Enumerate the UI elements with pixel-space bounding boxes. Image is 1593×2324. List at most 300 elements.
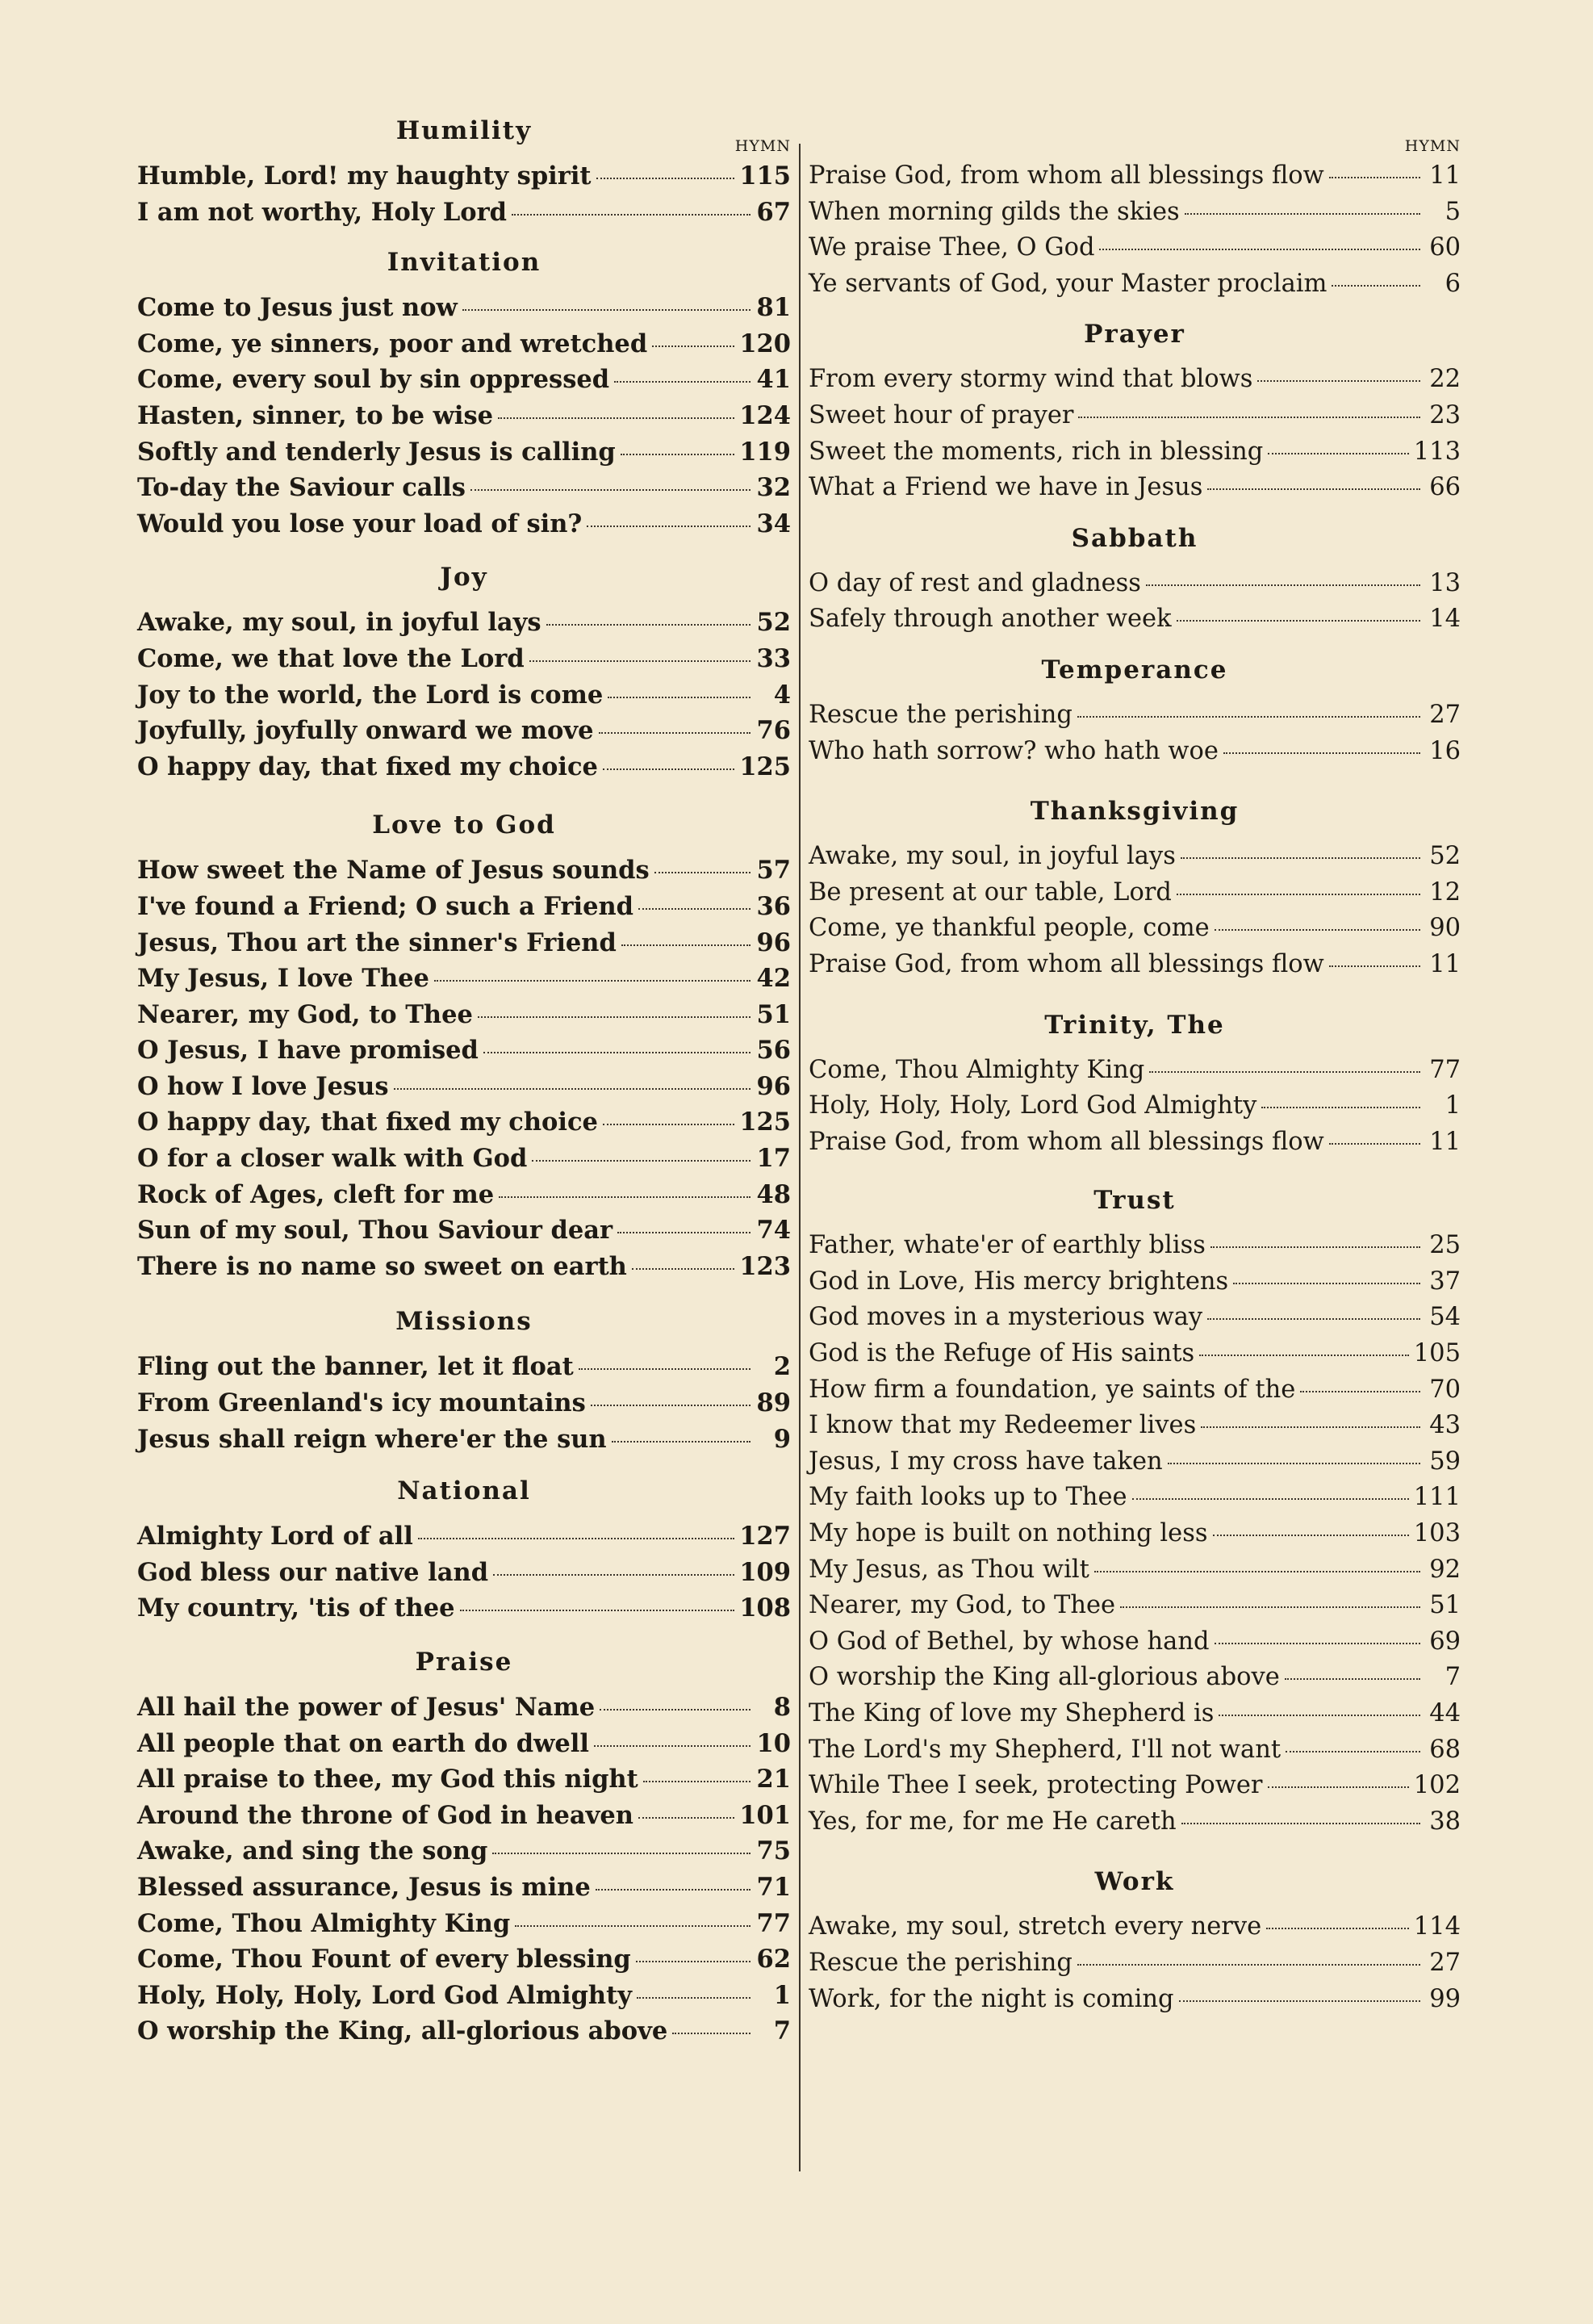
hymn-entry [137,1177,791,1213]
hymn-number: 92 [1429,1555,1461,1584]
hymn-entry [809,566,1461,602]
hymn-number: 57 [756,856,791,886]
hymn-title: My Jesus, I love Thee [137,964,429,994]
hymn-entry [137,362,791,398]
hymn-entry [809,1660,1461,1696]
hymn-entry [137,326,791,362]
hymn-number: 71 [756,1872,791,1902]
hymn-number: 38 [1429,1807,1461,1836]
hymn-number: 11 [1429,161,1461,190]
section-heading: Sabbath [1071,523,1198,553]
hymn-title: Rescue the perishing [809,700,1072,729]
index-section [809,316,1461,505]
leader-dots [1132,1498,1409,1500]
hymn-entry [137,1726,791,1762]
hymn-title: O how I love Jesus [137,1071,389,1101]
hymn-number: 6 [1445,269,1461,298]
hymn-entry [809,158,1461,195]
hymn-entry [137,749,791,785]
hymn-entry [137,1385,791,1422]
hymn-entry [809,1588,1461,1624]
leader-dots [1233,1283,1420,1284]
hymn-entry [809,1552,1461,1589]
hymn-number: 62 [756,1945,791,1974]
hymn-title: Holy, Holy, Holy, Lord God Almighty [137,1980,632,2010]
leader-dots [1219,1715,1420,1716]
hymn-title: O for a closer walk with God [137,1144,528,1174]
hymn-number: 115 [739,161,791,191]
hymn-entry [137,1590,791,1627]
hymn-number: 96 [756,1071,791,1101]
hymn-title: Awake, my soul, stretch every nerve [809,1912,1262,1941]
hymn-number: 34 [756,509,791,538]
hymn-number: 36 [756,891,791,921]
hymn-title: Come to Jesus just now [137,293,458,323]
hymn-entry [137,470,791,506]
hymn-title: From every stormy wind that blows [809,365,1253,394]
leader-dots [462,309,751,311]
hymn-title: The Lord's my Shepherd, I'll not want [809,1735,1282,1764]
hymn-title: Rescue the perishing [809,1948,1072,1977]
section-heading: Praise [415,1648,513,1677]
hymn-title: Work, for the night is coming [809,1984,1174,2013]
hymn-number: 7 [773,2016,791,2046]
leader-dots [1268,453,1408,454]
leader-dots [1177,894,1420,895]
hymn-number: 120 [739,329,791,358]
hymn-number: 32 [756,473,791,503]
hymn-entry [809,434,1461,471]
leader-dots [636,1961,751,1962]
hymn-title: Safely through another week [809,605,1172,634]
section-heading: Trinity, The [1044,1010,1225,1040]
leader-dots [478,1016,751,1018]
hymn-title: I know that my Redeemer lives [809,1411,1197,1440]
section-heading: Missions [395,1307,533,1337]
index-section [809,652,1461,769]
hymn-entry [809,1982,1461,2018]
hymn-entry [137,1069,791,1105]
hymn-title: Praise God, from whom all blessings flow [809,1127,1324,1156]
leader-dots [1201,1426,1420,1428]
hymn-number: 101 [739,1800,791,1830]
index-section [809,1007,1461,1161]
leader-dots [1261,1107,1420,1108]
hymn-entry [137,1798,791,1834]
hymn-number: 51 [1429,1591,1461,1620]
section-heading: Trust [1093,1186,1176,1216]
leader-dots [1213,1535,1409,1536]
leader-dots [594,1745,751,1747]
hymn-number: 105 [1413,1339,1461,1368]
hymn-number: 125 [739,1108,791,1137]
hymn-number: 102 [1413,1771,1461,1800]
hymn-number: 13 [1429,568,1461,597]
leader-dots [1181,1823,1420,1824]
hymn-entry [809,1624,1461,1660]
index-section [137,1473,791,1627]
hymn-number: 48 [756,1179,791,1209]
hymn-title: Come, we that love the Lord [137,643,525,673]
leader-dots [603,768,734,770]
hymn-title: Nearer, my God, to Thee [137,999,473,1029]
hymn-number: 123 [739,1251,791,1281]
hymn-entry [137,1833,791,1870]
hymn-entry [137,1104,791,1141]
hymn-number: 111 [1413,1483,1461,1512]
hymn-number: 99 [1429,1984,1461,2013]
hymn-entry [137,1249,791,1285]
hymn-title: Come, ye sinners, poor and wretched [137,329,648,358]
index-section [137,1644,791,2050]
hymn-entry [137,889,791,925]
hymn-entry [809,1480,1461,1516]
leader-dots [621,454,735,455]
hymn-number: 74 [756,1216,791,1246]
index-section [809,158,1461,302]
leader-dots [499,1196,751,1198]
leader-dots [1207,488,1420,490]
hymn-title: God moves in a mysterious way [809,1303,1203,1332]
hymn-entry [137,506,791,542]
leader-dots [1146,584,1420,586]
hymn-entry [809,1945,1461,1982]
leader-dots [1332,285,1420,287]
hymn-number: 25 [1429,1231,1461,1260]
hymn-title: What a Friend we have in Jesus [809,473,1203,502]
leader-dots [596,178,735,179]
leader-dots [1099,249,1420,250]
hymn-number: 96 [756,928,791,957]
hymn-entry [809,1909,1461,1945]
hymn-title: Humble, Lord! my haughty spirit [137,161,592,191]
hymn-number: 10 [756,1728,791,1758]
hymn-title: Jesus shall reign where'er the sun [137,1424,607,1454]
leader-dots [1215,929,1420,931]
leader-dots [470,489,751,491]
hymn-title: There is no name so sweet on earth [137,1251,627,1281]
hymn-number: 60 [1429,233,1461,262]
index-section [137,1304,791,1457]
leader-dots [1257,380,1420,382]
hymn-title: Jesus, I my cross have taken [809,1447,1163,1476]
index-section [137,807,791,1284]
hymn-number: 51 [756,999,791,1029]
hymn-number: 42 [756,964,791,994]
hymn-title: Yes, for me, for me He careth [809,1807,1177,1836]
hymn-title: Praise God, from whom all blessings flow [809,161,1324,190]
hymn-entry [809,911,1461,947]
leader-dots [1300,1391,1420,1392]
hymn-number: 22 [1429,365,1461,394]
leader-dots [515,1925,751,1927]
index-section [137,245,791,542]
leader-dots [1223,752,1420,754]
hymn-entry [809,875,1461,911]
hymn-entry [809,470,1461,506]
leader-dots [632,1268,735,1270]
hymn-column-label: HYMN [1404,137,1461,155]
section-heading: Work [1094,1867,1175,1897]
index-section [137,559,791,785]
hymn-entry [809,1088,1461,1124]
hymn-number: 76 [756,716,791,746]
leader-dots [1185,213,1420,215]
hymn-title: Blessed assurance, Jesus is mine [137,1872,591,1902]
hymn-number: 7 [1445,1663,1461,1692]
hymn-title: Come, Thou Almighty King [137,1908,511,1938]
hymn-title: To-day the Saviour calls [137,473,466,503]
hymn-number: 70 [1429,1375,1461,1404]
section-heading: Temperance [1041,655,1228,685]
hymn-number: 103 [1413,1519,1461,1548]
hymn-number: 4 [773,680,791,710]
hymn-entry [809,1264,1461,1300]
leader-dots [608,697,751,698]
hymn-title: How sweet the Name of Jesus sounds [137,856,650,886]
hymn-title: Ye servants of God, your Master proclaim [809,269,1328,298]
index-section [137,158,791,230]
hymn-title: Awake, my soul, in joyful lays [137,608,541,638]
hymn-title: God bless our native land [137,1557,489,1587]
hymn-number: 90 [1429,914,1461,943]
hymn-entry [809,697,1461,734]
hymn-title: Sweet the moments, rich in blessing [809,437,1264,466]
leader-dots [617,1232,751,1233]
hymn-number: 2 [773,1352,791,1382]
leader-dots [418,1538,734,1539]
hymn-title: Hasten, sinner, to be wise [137,400,494,430]
hymn-entry [809,1804,1461,1840]
hymn-entry [809,601,1461,638]
leader-dots [1120,1606,1420,1608]
hymn-entry [809,362,1461,398]
section-heading: Thanksgiving [1030,797,1240,827]
hymn-number: 77 [1429,1055,1461,1084]
leader-dots [672,2033,751,2034]
hymn-number: 1 [1445,1091,1461,1120]
leader-dots [434,980,751,982]
hymn-entry [137,2013,791,2050]
hymn-entry [809,839,1461,875]
hymn-entry [809,1444,1461,1480]
hymn-title: Praise God, from whom all blessings flow [809,949,1324,978]
hymn-title: Nearer, my God, to Thee [809,1591,1116,1620]
hymn-number: 16 [1429,736,1461,765]
hymn-entry [137,641,791,677]
hymn-entry [137,997,791,1033]
hymn-entry [809,1053,1461,1089]
hymn-number: 56 [756,1036,791,1066]
leader-dots [637,1997,751,1999]
left-column [137,113,791,2050]
index-section [809,521,1461,638]
index-section [809,1864,1461,2017]
hymn-entry [137,434,791,471]
leader-dots [460,1610,735,1611]
hymn-number: 41 [756,365,791,395]
hymn-title: My Jesus, as Thou wilt [809,1555,1089,1584]
leader-dots [1268,1786,1409,1788]
hymn-number: 8 [773,1693,791,1722]
hymn-number: 14 [1429,605,1461,634]
leader-dots [483,1052,751,1053]
right-column [809,113,1461,2017]
hymn-number: 68 [1429,1735,1461,1764]
hymn-number: 114 [1413,1912,1461,1941]
hymn-title: Be present at our table, Lord [809,877,1172,907]
hymn-number: 9 [773,1424,791,1454]
hymn-entry [137,852,791,889]
leader-dots [1329,177,1420,178]
hymn-number: 1 [773,1980,791,2010]
hymn-entry [809,398,1461,434]
hymn-entry [137,398,791,434]
hymn-entry [809,1372,1461,1409]
hymn-title: Father, whate'er of earthly bliss [809,1231,1206,1260]
hymn-entry [137,925,791,961]
hymn-entry [137,961,791,997]
hymn-title: Joyfully, joyfully onward we move [137,716,594,746]
leader-dots [1168,1463,1420,1464]
hymn-number: 67 [756,197,791,227]
leader-dots [546,624,751,626]
hymn-title: My country, 'tis of thee [137,1593,455,1623]
hymn-entry [137,677,791,714]
hymn-title: My faith looks up to Thee [809,1483,1127,1512]
section-heading: Invitation [387,248,541,278]
hymn-title: O happy day, that fixed my choice [137,752,598,781]
hymn-number: 119 [739,437,791,467]
hymn-title: Jesus, Thou art the sinner's Friend [137,928,617,957]
hymn-number: 5 [1445,197,1461,226]
hymn-entry [137,1032,791,1069]
hymn-number: 59 [1429,1447,1461,1476]
hymn-title: God is the Refuge of His saints [809,1339,1195,1368]
hymn-entry [137,1422,791,1458]
hymn-entry [809,1124,1461,1161]
leader-dots [1077,1964,1420,1966]
hymn-number: 43 [1429,1411,1461,1440]
hymn-entry [809,266,1461,303]
hymn-number: 17 [756,1144,791,1174]
hymn-title: Fling out the banner, let it float [137,1352,574,1382]
hymn-title: Would you lose your load of sin? [137,509,583,538]
hymn-number: 109 [739,1557,791,1587]
hymn-number: 44 [1429,1699,1461,1727]
leader-dots [493,1574,734,1576]
hymn-title: When morning gilds the skies [809,197,1180,226]
hymn-title: God in Love, His mercy brightens [809,1267,1229,1296]
hymn-title: O Jesus, I have promised [137,1036,479,1066]
leader-dots [1077,716,1420,718]
hymn-title: Almighty Lord of all [137,1522,413,1551]
hymn-entry [137,1941,791,1978]
leader-dots [638,908,751,910]
hymn-title: Rock of Ages, cleft for me [137,1179,495,1209]
hymn-number: 69 [1429,1627,1461,1656]
hymn-number: 11 [1429,1127,1461,1156]
hymn-number: 125 [739,752,791,781]
hymn-number: 23 [1429,400,1461,429]
leader-dots [1329,1143,1420,1145]
hymn-title: O day of rest and gladness [809,568,1141,597]
hymn-title: Holy, Holy, Holy, Lord God Almighty [809,1091,1257,1120]
leader-dots [638,1817,734,1819]
hymn-number: 89 [756,1388,791,1418]
leader-dots [621,944,751,946]
leader-dots [643,1781,751,1782]
hymn-title: Come, Thou Fount of every blessing [137,1945,631,1974]
hymn-number: 27 [1429,1948,1461,1977]
hymn-title: O God of Bethel, by whose hand [809,1627,1210,1656]
section-heading: Prayer [1084,320,1185,350]
hymn-title: Who hath sorrow? who hath woe [809,736,1219,765]
hymn-number: 11 [1429,949,1461,978]
leader-dots [498,417,734,419]
hymn-title: All praise to thee, my God this night [137,1765,638,1794]
hymn-title: Come, ye thankful people, come [809,914,1210,943]
section-heading: National [397,1476,531,1506]
index-section [809,1183,1461,1840]
hymn-title: My hope is built on nothing less [809,1519,1208,1548]
hymn-number: 37 [1429,1267,1461,1296]
hymn-entry [809,195,1461,231]
hymn-entry [137,605,791,641]
hymn-number: 33 [756,643,791,673]
hymn-title: Come, every soul by sin oppressed [137,365,610,395]
hymn-number: 27 [1429,700,1461,729]
hymn-entry [137,1978,791,2014]
hymn-title: O worship the King all-glorious above [809,1663,1280,1692]
leader-dots [1149,1071,1420,1073]
hymn-number: 77 [756,1908,791,1938]
leader-dots [587,526,751,527]
hymn-entry [809,1336,1461,1372]
leader-dots [591,1405,751,1406]
hymn-entry [137,158,791,195]
hymn-title: How firm a foundation, ye saints of the [809,1375,1296,1404]
leader-dots [596,1889,751,1891]
leader-dots [492,1853,751,1854]
leader-dots [532,1160,751,1162]
leader-dots [1179,2000,1420,2002]
hymn-entry [137,290,791,326]
hymn-number: 66 [1429,473,1461,502]
hymn-title: Awake, my soul, in joyful lays [809,842,1176,871]
hymn-number: 113 [1413,437,1461,466]
leader-dots [652,345,734,347]
leader-dots [1078,417,1420,418]
leader-dots [1215,1643,1420,1644]
leader-dots [599,732,751,734]
hymn-entry [137,713,791,749]
hymn-title: While Thee I seek, protecting Power [809,1771,1263,1800]
hymn-entry [809,1516,1461,1552]
section-heading: Joy [440,563,488,593]
leader-dots [529,660,751,662]
leader-dots [654,872,751,873]
leader-dots [1181,857,1420,859]
hymn-entry [137,1870,791,1906]
leader-dots [614,381,751,383]
hymn-number: 108 [739,1593,791,1623]
section-heading: Love to God [372,810,556,840]
hymn-title: I've found a Friend; O such a Friend [137,891,634,921]
hymn-number: 127 [739,1522,791,1551]
leader-dots [603,1124,734,1125]
hymn-entry [809,1696,1461,1732]
